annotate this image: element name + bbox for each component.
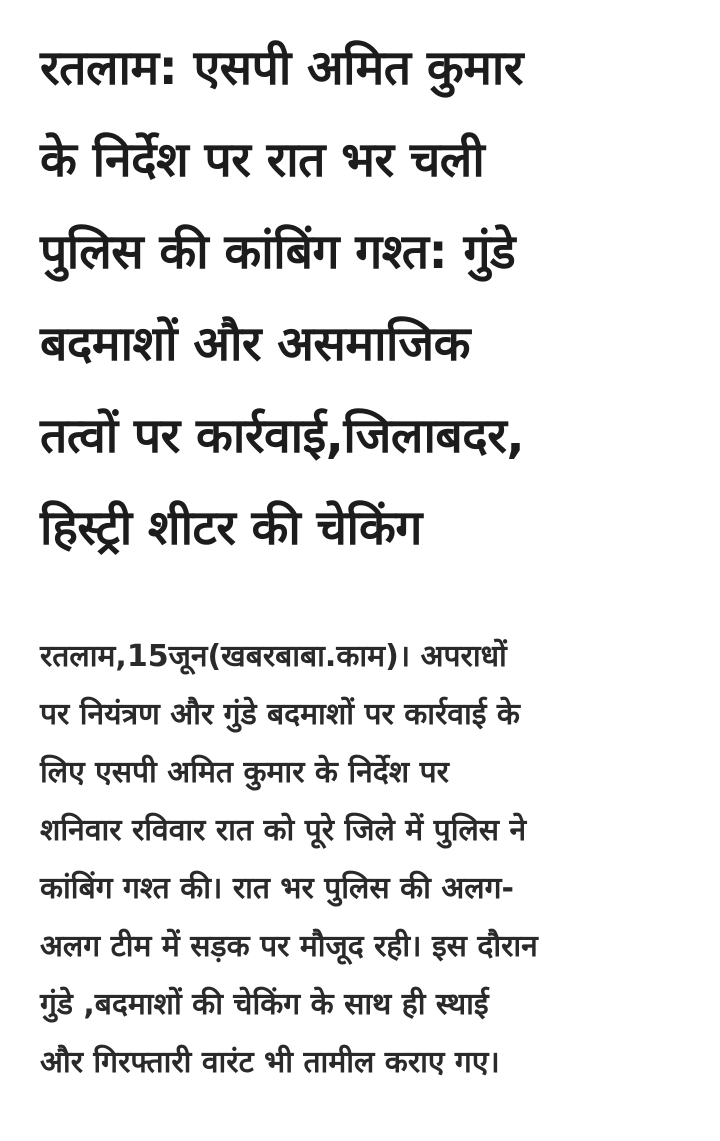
body-line: लिए एसपी अमित कुमार के निर्देश पर [40,755,449,790]
headline-line: रतलाम: एसपी अमित कुमार [40,40,523,96]
body-line: शनिवार रविवार रात को पूरे जिले में पुलिस ने [40,813,527,848]
body-line: और गिरफ्तारी वारंट भी तामील कराए गए। [40,1045,500,1080]
body-line: कांबिंग गश्त की। रात भर पुलिस की अलग- [40,871,514,906]
body-line: गुंडे ,बदमाशों की चेकिंग के साथ ही स्थाई [40,987,489,1022]
headline-line: पुलिस की कांबिंग गश्त: गुंडे [40,224,516,280]
article [40,22,690,574]
body-line: रतलाम,15जून(खबरबाबा.काम)। अपराधों [40,639,507,674]
headline-line: के निर्देश पर रात भर चली [40,132,485,188]
headline [40,22,690,574]
headline-line: तत्वों पर कार्रवाई,जिलाबदर, [40,408,525,464]
body-line: पर नियंत्रण और गुंडे बदमाशों पर कार्रवाई के [40,697,520,732]
headline-line: बदमाशों और असमाजिक [40,316,470,372]
body-line: अलग टीम में सड़क पर मौजूद रही। इस दौरान [40,929,538,964]
headline-line: हिस्ट्री शीटर की चेकिंग [40,500,422,556]
article-body [40,628,700,1092]
